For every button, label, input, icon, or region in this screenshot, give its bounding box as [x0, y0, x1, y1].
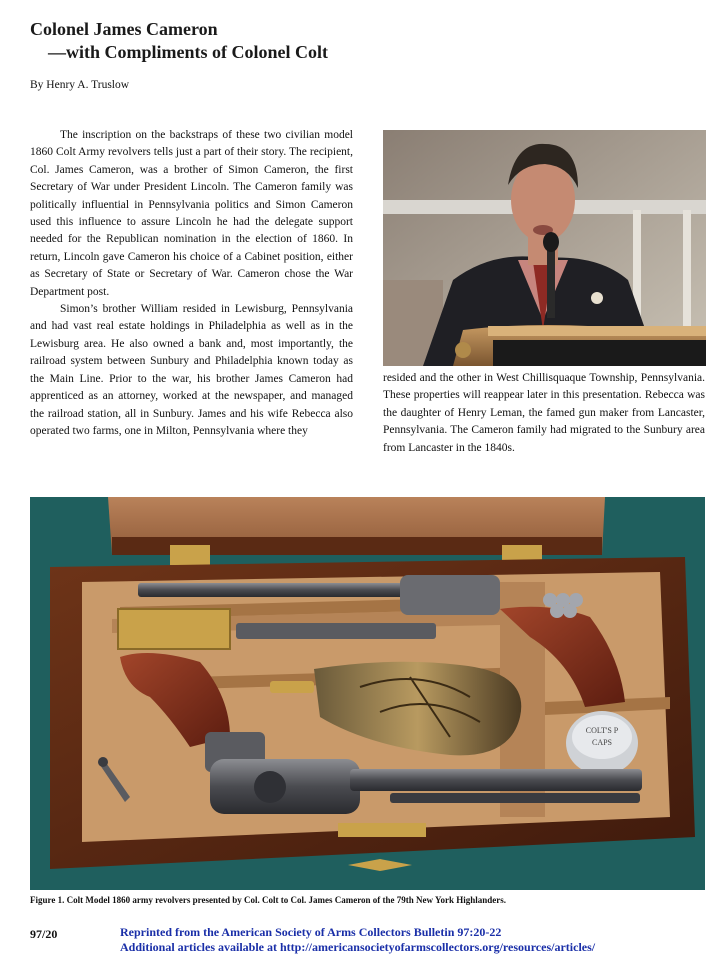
paragraph-continued: resided and the other in West Chillisquaque Township, Pennsylvania. These properties will reappear later in this presentation. Rebecca was the daughter of Henry Leman, the famed gun maker from Lancaster, Pennsylvania. The Cameron family had migrated to the Sunbury area from Lancaster in the 1840s.	[383, 372, 705, 454]
revolver-case-illustration	[30, 497, 705, 890]
title-line-1: Colonel James Cameron	[30, 19, 218, 39]
page-number: 97/20	[30, 927, 58, 941]
title-line-2: —with Compliments of Colonel Colt	[48, 42, 328, 62]
left-column	[30, 127, 353, 440]
paragraph-2: Simon’s brother William resided in Lewisburg, Pennsylvania and had vast real estate holdings in Philadelphia as well as in the Lewisburg area. He also owned a bank and, most importantly, the railroad system between Sunbury and Philadelphia known today as the Main Line. Prior to the war, his brother James Cameron had apprenticed as an attorney, worked at the newspaper, and managed the railroad station, all in Sunbury. James and his wife Rebecca also operated two farms, one in Milton, Pennsylvania where they	[30, 303, 353, 437]
reprint-line-1: Reprinted from the American Society of Arms Collectors Bulletin 97:20-22	[120, 925, 502, 939]
reprint-link[interactable]: Additional articles available at http://americansocietyofarmscollectors.org/resources/articles/	[120, 940, 596, 954]
byline: By Henry A. Truslow	[30, 79, 130, 91]
paragraph-1: The inscription on the backstraps of these two civilian model 1860 Colt Army revolvers tells just a part of their story. The recipient, Col. James Cameron, was a brother of Simon Cameron, the first Secretary of War under President Lincoln. The Cameron family was politically influential in Pennsylvania politics and Simon Cameron used this influence to assure Lincoln he had the delegate support needed for the Republican nomination in the election of 1860. In return, Lincoln gave Cameron his choice of a Cabinet position, either as Secretary of State or Secretary of War. Cameron chose the War Department post.	[30, 129, 353, 298]
reprint-notice	[120, 925, 595, 955]
right-column	[383, 370, 705, 457]
cap-tin-label-1: COLT'S P	[585, 726, 619, 735]
article-title	[30, 18, 328, 64]
speaker-photo	[383, 130, 706, 366]
revolver-case-photo	[30, 497, 705, 890]
cap-tin-label-2: CAPS	[591, 738, 613, 747]
speaker-photo-illustration	[383, 130, 706, 366]
figure-caption: Figure 1. Colt Model 1860 army revolvers presented by Col. Colt to Col. James Cameron of the 79th New York Highlanders.	[30, 895, 506, 905]
